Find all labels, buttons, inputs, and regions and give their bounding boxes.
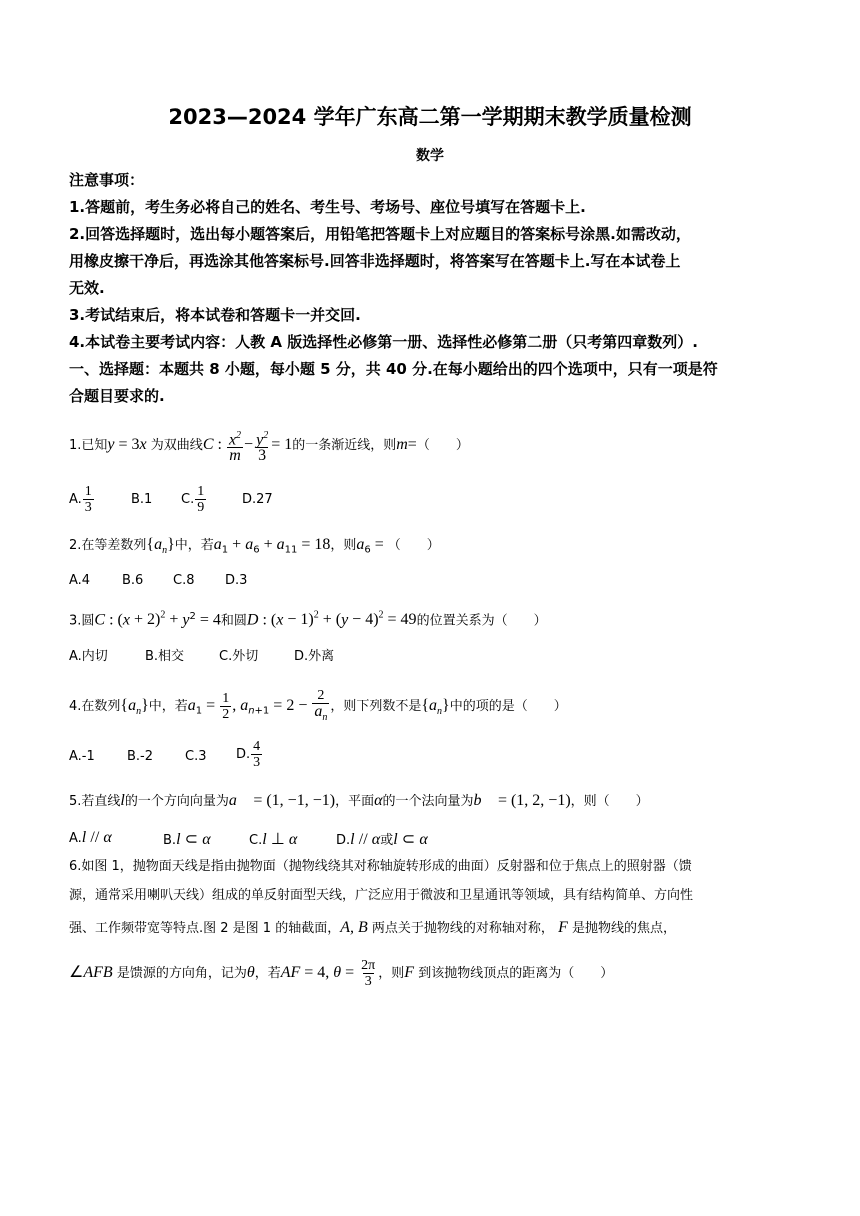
q1-option-d: D.27 bbox=[242, 492, 273, 507]
subject-label: 数学 bbox=[416, 148, 444, 164]
exam-title: 2023—2024 学年广东高二第一学期期末教学质量检测 bbox=[168, 105, 692, 129]
question-2: 2.在等差数列$\{a_n\}$中，若$a_1 + a_6 + a_{11} = 18$，则$a_6$ = （ ） bbox=[69, 536, 440, 557]
q4-option-b: B.-2 bbox=[127, 749, 154, 764]
q5-option-d: D.l // α或l ⊂ α bbox=[336, 831, 428, 848]
note-2-line-1: 2.回答选择题时，选出每小题答案后，用铅笔把答题卡上对应题目的答案标号涂黑.如需改动， bbox=[69, 225, 691, 243]
section-heading-line-2: 合题目要求的. bbox=[69, 387, 165, 405]
q4-option-c: C.3 bbox=[185, 749, 207, 764]
question-4: 4.在数列$\{a_n\}$中，若$a_1$ = $\frac{1}{2}$ , $a_{n+1} = 2$ − $\frac{2}{a_n}$ ，则下列数不是$\{a_n\}$中的项的是（ ） bbox=[69, 688, 567, 724]
q5-option-a: A.l // α bbox=[69, 829, 112, 846]
q3-option-a: A.内切 bbox=[69, 649, 108, 664]
q2-option-c: C.8 bbox=[173, 573, 195, 588]
question-5: 5.若直线l的一个方向向量为a⃗ = (1, −1, −1)，平面α的一个法向量为b⃗ = (1, 2, −1)，则（ ） bbox=[69, 792, 649, 809]
q3-option-b: B.相交 bbox=[145, 649, 185, 664]
q5-option-c: C.l ⊥ α bbox=[249, 831, 298, 848]
note-2-line-3: 无效. bbox=[69, 279, 105, 297]
question-6-line-2: 源，通常采用喇叭天线）组成的单反射面型天线，广泛应用于微波和卫星通讯等领域，具有结构简单、方向性 bbox=[69, 888, 694, 903]
section-heading-line-1: 一、选择题：本题共 8 小题，每小题 5 分，共 40 分.在每小题给出的四个选项中，只有一项是符 bbox=[69, 360, 718, 378]
note-4: 4.本试卷主要考试内容：人教 A 版选择性必修第一册、选择性必修第二册（只考第四章数列）. bbox=[69, 333, 698, 351]
q2-option-d: D.3 bbox=[225, 573, 248, 588]
q5-option-b: B.l ⊂ α bbox=[163, 831, 211, 848]
note-3: 3.考试结束后，将本试卷和答题卡一并交回. bbox=[69, 306, 361, 324]
question-3: 3.圆C : $(x + 2)^2 + y^2 = 4$和圆D : $(x - 1)^2 + (y - 4)^2 = 49$的位置关系为（ ） bbox=[69, 610, 547, 629]
q3-option-c: C.外切 bbox=[219, 649, 259, 664]
q2-option-a: A.4 bbox=[69, 573, 91, 588]
note-2-line-2: 用橡皮擦干净后，再选涂其他答案标号.回答非选择题时，将答案写在答题卡上.写在本试卷上 bbox=[69, 252, 681, 270]
q1-option-b: B.1 bbox=[131, 492, 153, 507]
q2-option-b: B.6 bbox=[122, 573, 144, 588]
q1-option-a: A. $\frac{1}{3}$ bbox=[69, 484, 92, 515]
notes-heading: 注意事项： bbox=[69, 171, 145, 189]
question-6-line-4: ∠AFB 是馈源的方向角，记为θ，若AF = 4, θ = $\frac{2\pi}{3}$ ，则F 到该抛物线顶点的距离为（ ） bbox=[69, 958, 614, 989]
note-1: 1.答题前，考生务必将自己的姓名、考生号、考场号、座位号填写在答题卡上. bbox=[69, 198, 586, 216]
q4-option-d: D. $\frac{4}{3}$ bbox=[236, 739, 261, 770]
q1-option-c: C. $\frac{1}{9}$ bbox=[181, 484, 205, 515]
question-6-line-1: 6.如图 1，抛物面天线是指由抛物面（抛物线绕其对称轴旋转形成的曲面）反射器和位于焦点上的照射器（馈 bbox=[69, 859, 692, 874]
question-6-line-3: 强、工作频带宽等特点.图 2 是图 1 的轴截面，A, B 两点关于抛物线的对称轴对称， F 是抛物线的焦点， bbox=[69, 919, 676, 936]
q3-option-d: D.外离 bbox=[294, 649, 335, 664]
q4-option-a: A.-1 bbox=[69, 749, 95, 764]
question-1: 1.已知y = 3x 为双曲线C : $\frac{x^2}{m}$ − $\frac{y^2}{3}$ = 1的一条渐近线，则m=（ ） bbox=[69, 430, 469, 465]
